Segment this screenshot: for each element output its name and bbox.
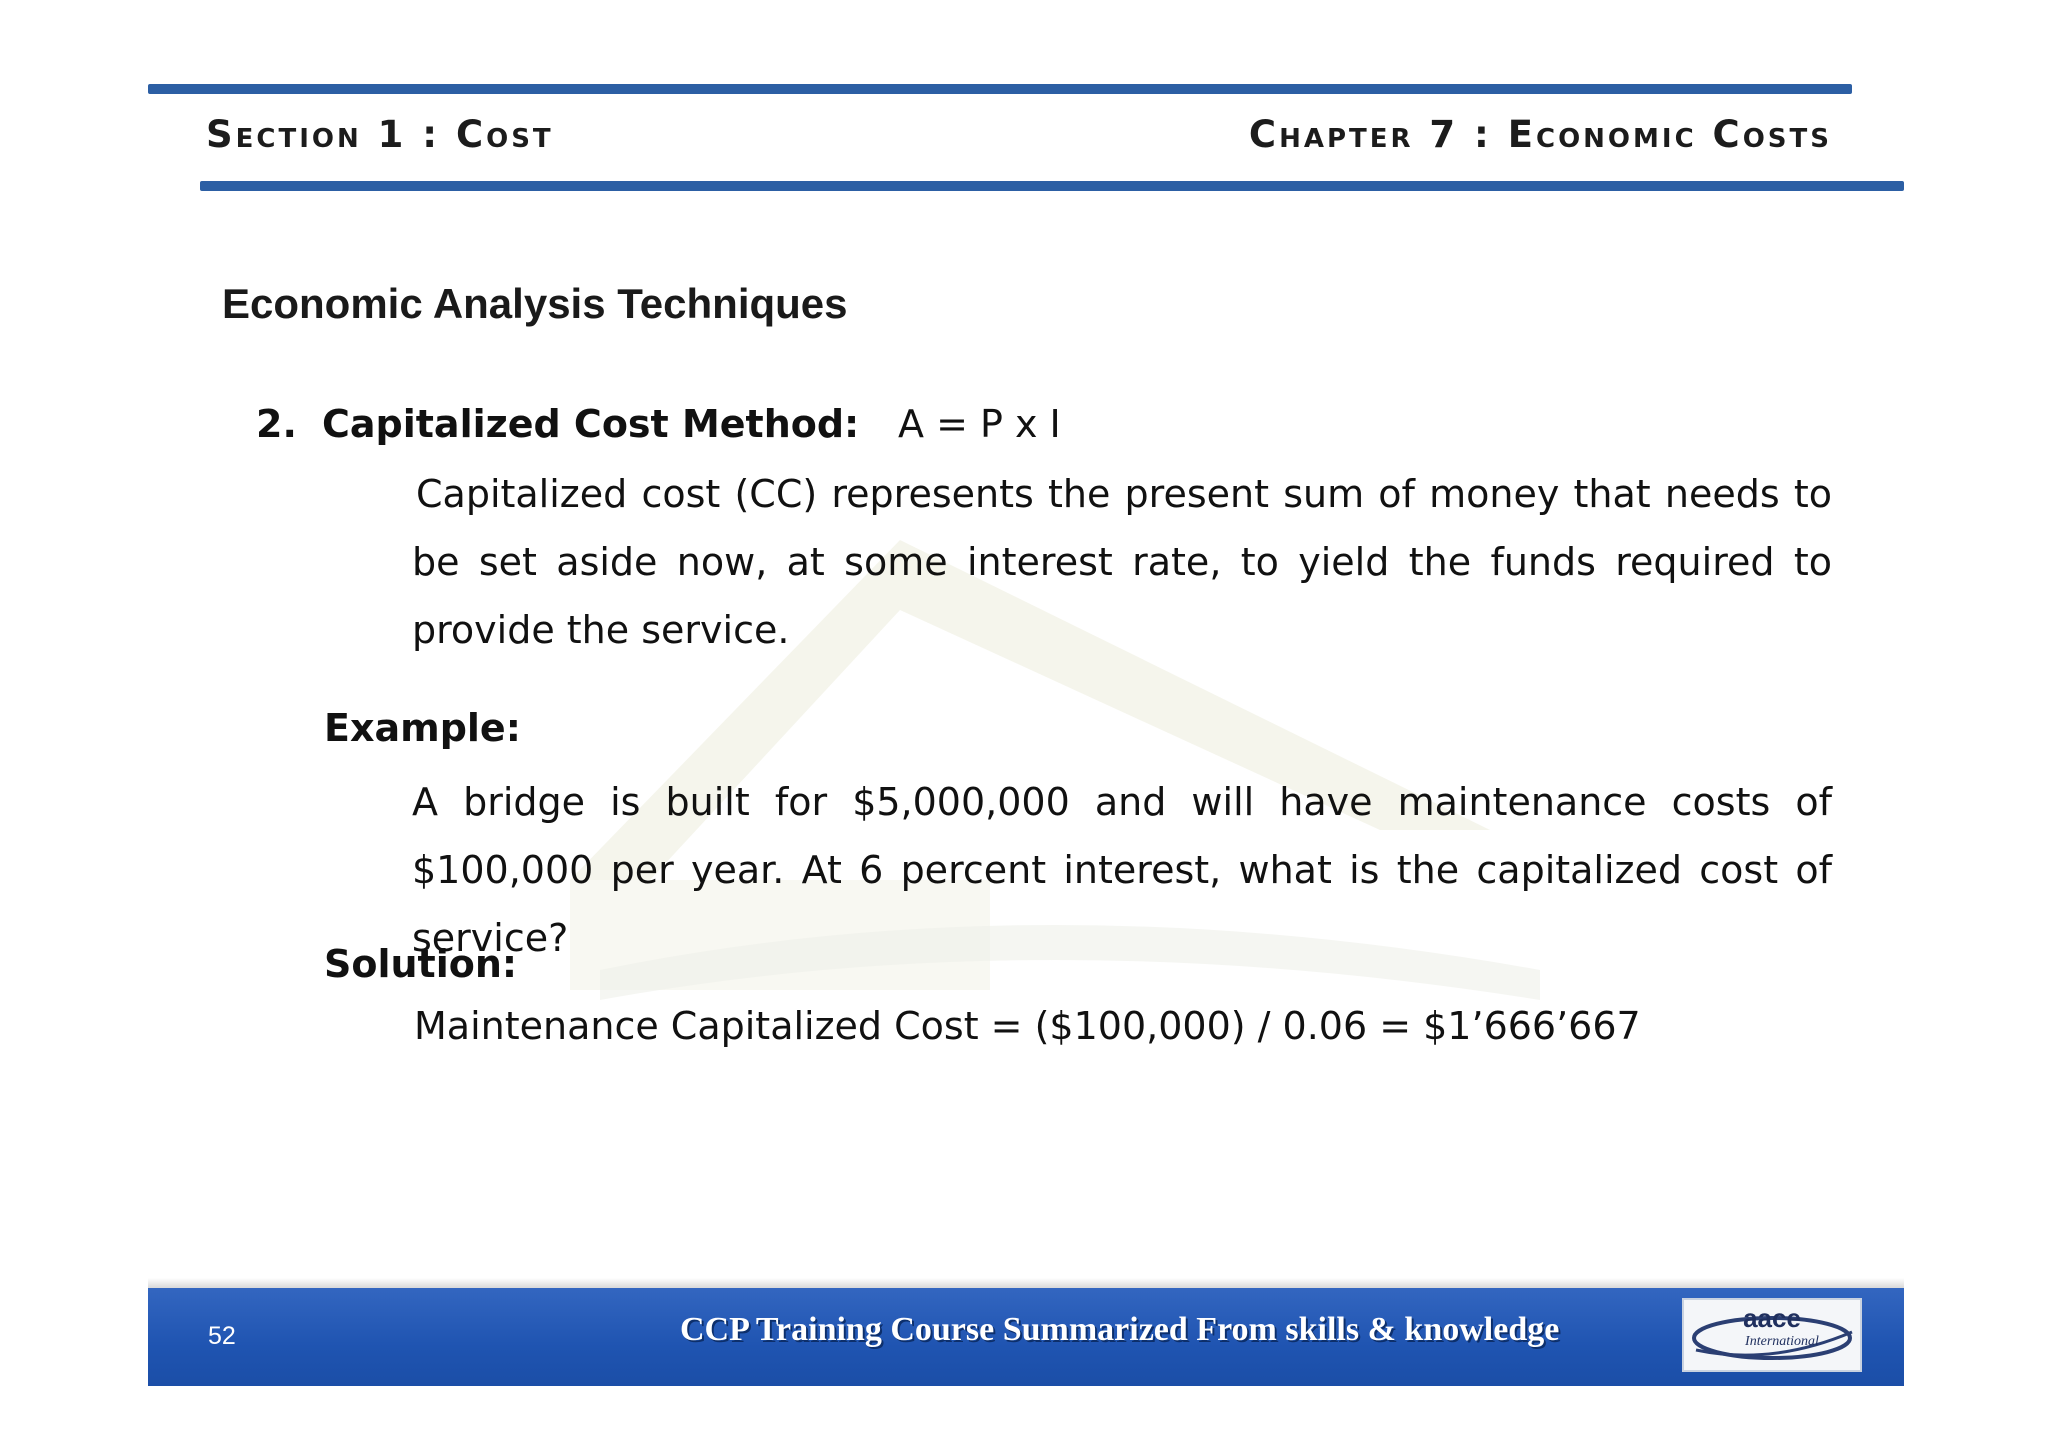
- example-paragraph: A bridge is built for $5,000,000 and will have maintenance costs of $100,000 per year. At 6 percent interest, what is the capitalized cost of service?: [412, 780, 1832, 960]
- page-title: Economic Analysis Techniques: [222, 280, 848, 327]
- logo-wordmark: aace: [1743, 1303, 1801, 1333]
- logo-subtext: International: [1745, 1334, 1819, 1349]
- footer-course-text: CCP Training Course Summarized From skills & knowledge: [680, 1311, 1560, 1348]
- method-line: [256, 402, 1061, 446]
- method-label: Capitalized Cost Method:: [322, 402, 860, 446]
- method-formula: A = P x I: [898, 402, 1061, 446]
- example-heading: Example:: [324, 706, 521, 750]
- header-rule-top: [148, 84, 1852, 94]
- solution-text: Maintenance Capitalized Cost = ($100,000) / 0.06 = $1’666’667: [414, 1004, 1641, 1048]
- aace-logo-graphic: [1684, 1300, 1860, 1370]
- definition-paragraph: Capitalized cost (CC) represents the present sum of money that needs to be set aside now, at some interest rate, to yield the funds required to provide the service.: [412, 472, 1832, 652]
- chapter-title: Chapter 7 : Economic Costs: [1248, 113, 1832, 156]
- list-number: 2.: [256, 402, 297, 446]
- solution-heading: Solution:: [324, 942, 518, 986]
- page-number: 52: [208, 1322, 236, 1350]
- header-rule-bottom: [200, 181, 1904, 191]
- aace-logo: [1682, 1298, 1862, 1372]
- section-title: Section 1 : Cost: [206, 113, 554, 156]
